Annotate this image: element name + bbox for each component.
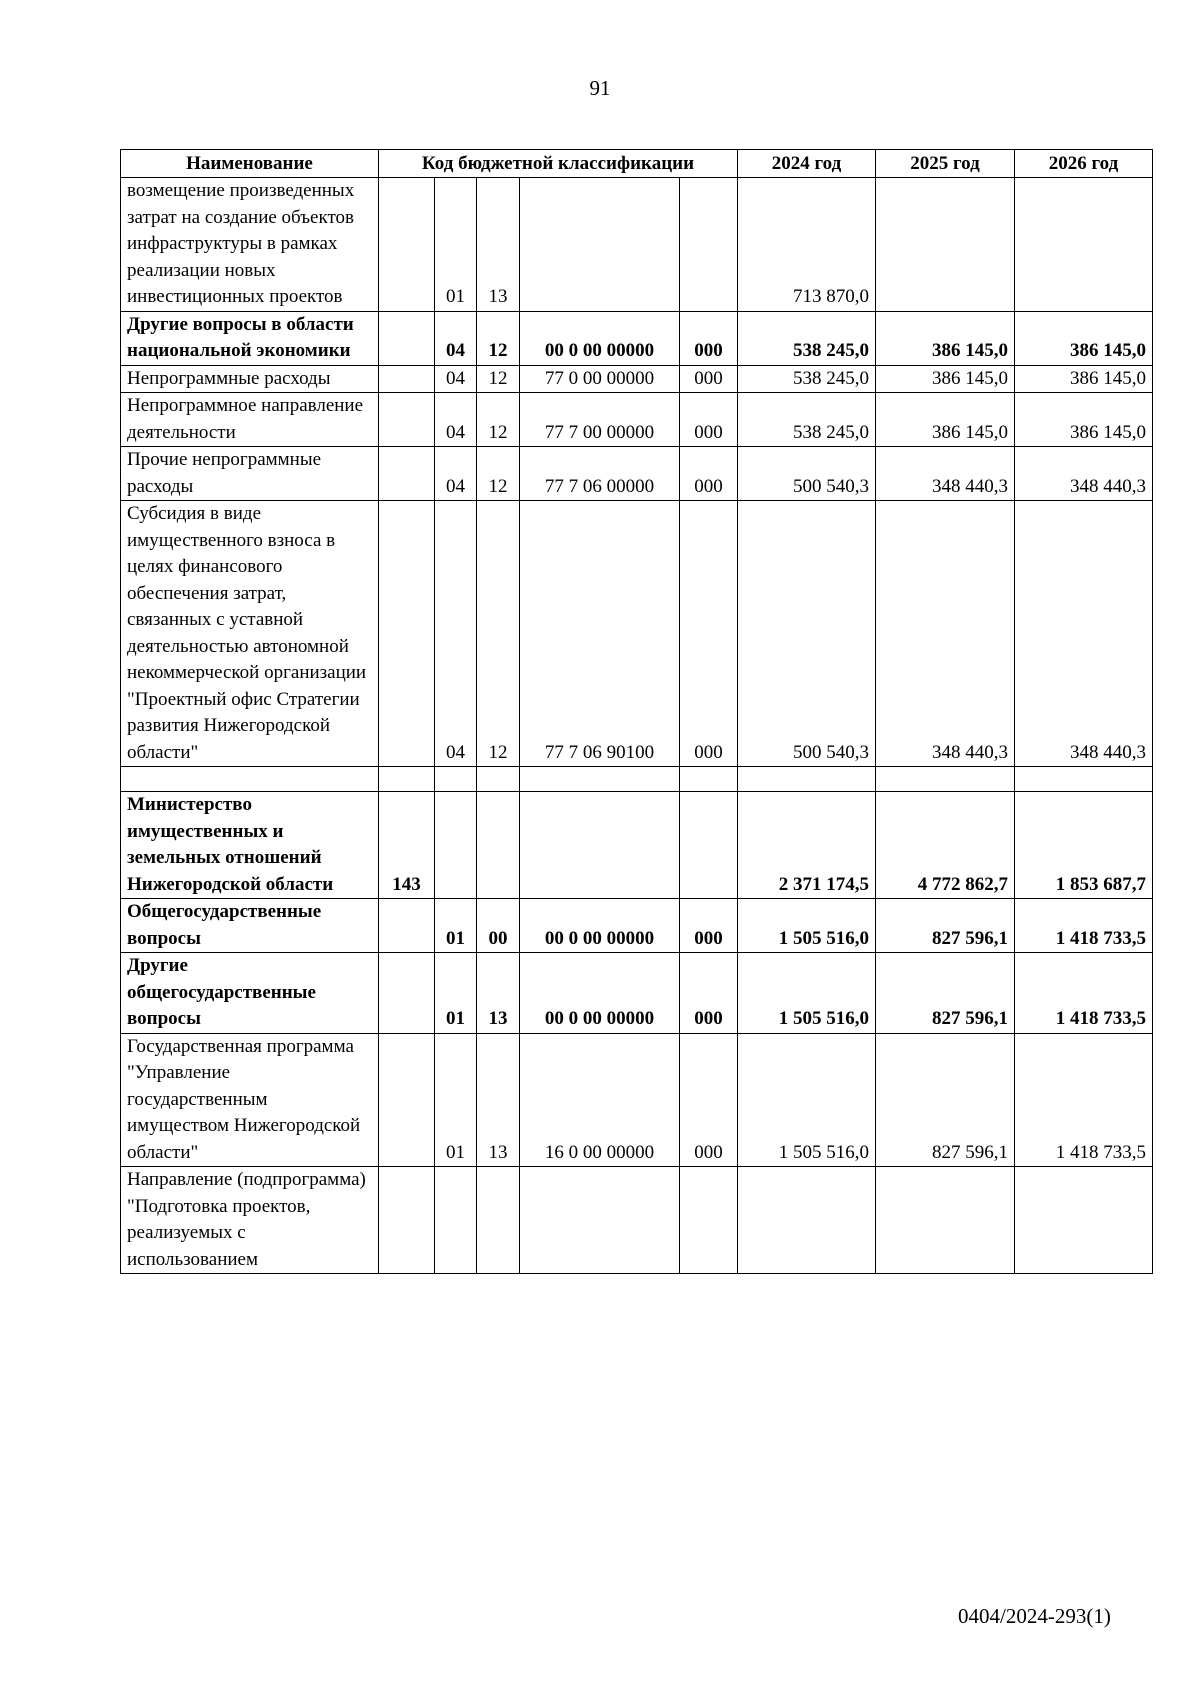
cell-name: Прочие непрограммные расходы	[121, 447, 379, 501]
cell-rz	[435, 767, 477, 792]
cell-2025: 827 596,1	[876, 899, 1015, 953]
cell-2024: 2 371 174,5	[738, 792, 876, 899]
cell-pr: 13	[477, 178, 520, 312]
cell-2026: 386 145,0	[1015, 393, 1153, 447]
cell-rz: 04	[435, 501, 477, 767]
cell-2024	[738, 1167, 876, 1274]
cell-2024: 1 505 516,0	[738, 1033, 876, 1167]
cell-pr: 13	[477, 1033, 520, 1167]
table-row	[121, 953, 1153, 1034]
cell-2025: 386 145,0	[876, 393, 1015, 447]
cell-name: Направление (подпрограмма) "Подготовка проектов, реализуемых с использованием	[121, 1167, 379, 1274]
cell-csr	[520, 1167, 680, 1274]
cell-ved	[379, 447, 435, 501]
cell-vr: 000	[680, 365, 738, 393]
cell-2025: 827 596,1	[876, 953, 1015, 1034]
cell-vr: 000	[680, 899, 738, 953]
cell-pr	[477, 1167, 520, 1274]
cell-2024: 1 505 516,0	[738, 899, 876, 953]
cell-2024: 713 870,0	[738, 178, 876, 312]
cell-name: Государственная программа "Управление государственным имуществом Нижегородской области"	[121, 1033, 379, 1167]
cell-2025: 4 772 862,7	[876, 792, 1015, 899]
header-2025: 2025 год	[876, 150, 1015, 178]
table-row	[121, 393, 1153, 447]
cell-name: Непрограммное направление деятельности	[121, 393, 379, 447]
table-row	[121, 1167, 1153, 1274]
cell-name: Министерство имущественных и земельных отношений Нижегородской области	[121, 792, 379, 899]
cell-csr: 77 7 00 00000	[520, 393, 680, 447]
cell-ved	[379, 393, 435, 447]
cell-2025	[876, 178, 1015, 312]
cell-2026	[1015, 1167, 1153, 1274]
cell-vr: 000	[680, 1033, 738, 1167]
table-row	[121, 178, 1153, 312]
cell-2026: 386 145,0	[1015, 311, 1153, 365]
cell-csr: 77 7 06 90100	[520, 501, 680, 767]
cell-pr: 12	[477, 365, 520, 393]
cell-2026	[1015, 178, 1153, 312]
cell-vr	[680, 1167, 738, 1274]
cell-csr	[520, 792, 680, 899]
cell-vr	[680, 792, 738, 899]
cell-2024: 500 540,3	[738, 501, 876, 767]
table-row	[121, 447, 1153, 501]
cell-csr: 00 0 00 00000	[520, 311, 680, 365]
cell-ved	[379, 953, 435, 1034]
cell-ved	[379, 311, 435, 365]
cell-vr: 000	[680, 393, 738, 447]
cell-2026: 348 440,3	[1015, 501, 1153, 767]
table-header-row	[121, 150, 1153, 178]
cell-rz: 01	[435, 899, 477, 953]
cell-vr: 000	[680, 953, 738, 1034]
cell-name	[121, 767, 379, 792]
cell-pr	[477, 767, 520, 792]
cell-2024: 538 245,0	[738, 311, 876, 365]
cell-rz: 04	[435, 365, 477, 393]
cell-pr: 12	[477, 311, 520, 365]
cell-2024: 1 505 516,0	[738, 953, 876, 1034]
cell-2026: 1 418 733,5	[1015, 953, 1153, 1034]
table-row	[121, 311, 1153, 365]
cell-pr: 00	[477, 899, 520, 953]
cell-2026: 386 145,0	[1015, 365, 1153, 393]
cell-name: возмещение произведенных затрат на создание объектов инфраструктуры в рамках реализации новых инвестиционных проектов	[121, 178, 379, 312]
cell-pr: 12	[477, 501, 520, 767]
cell-rz	[435, 1167, 477, 1274]
cell-rz: 04	[435, 311, 477, 365]
cell-ved	[379, 1167, 435, 1274]
cell-vr: 000	[680, 311, 738, 365]
cell-2025	[876, 767, 1015, 792]
cell-rz: 04	[435, 393, 477, 447]
cell-2025: 348 440,3	[876, 447, 1015, 501]
cell-pr: 12	[477, 447, 520, 501]
cell-csr	[520, 178, 680, 312]
cell-csr: 77 0 00 00000	[520, 365, 680, 393]
cell-2025: 348 440,3	[876, 501, 1015, 767]
cell-rz: 01	[435, 1033, 477, 1167]
cell-2026: 1 418 733,5	[1015, 1033, 1153, 1167]
header-2024: 2024 год	[738, 150, 876, 178]
cell-ved	[379, 501, 435, 767]
cell-2026: 1 418 733,5	[1015, 899, 1153, 953]
cell-pr: 12	[477, 393, 520, 447]
cell-ved	[379, 899, 435, 953]
cell-rz: 01	[435, 178, 477, 312]
cell-name: Общегосударственные вопросы	[121, 899, 379, 953]
cell-vr: 000	[680, 447, 738, 501]
table-row	[121, 501, 1153, 767]
table-row	[121, 365, 1153, 393]
table-body	[121, 178, 1153, 1274]
cell-csr: 00 0 00 00000	[520, 899, 680, 953]
cell-pr: 13	[477, 953, 520, 1034]
table-row-empty	[121, 767, 1153, 792]
cell-rz	[435, 792, 477, 899]
cell-csr: 16 0 00 00000	[520, 1033, 680, 1167]
cell-2025: 386 145,0	[876, 311, 1015, 365]
cell-2026: 1 853 687,7	[1015, 792, 1153, 899]
table-row	[121, 792, 1153, 899]
cell-2024: 500 540,3	[738, 447, 876, 501]
cell-2026: 348 440,3	[1015, 447, 1153, 501]
cell-ved: 143	[379, 792, 435, 899]
cell-name: Субсидия в виде имущественного взноса в целях финансового обеспечения затрат, связанных с уставной деятельностью автономной некоммерческой организации "Проектный офис Стратегии развития Нижегородской области"	[121, 501, 379, 767]
header-name: Наименование	[121, 150, 379, 178]
table-row	[121, 899, 1153, 953]
cell-csr: 77 7 06 00000	[520, 447, 680, 501]
cell-vr	[680, 178, 738, 312]
cell-2024	[738, 767, 876, 792]
cell-rz: 01	[435, 953, 477, 1034]
cell-rz: 04	[435, 447, 477, 501]
cell-ved	[379, 178, 435, 312]
table-row	[121, 1033, 1153, 1167]
cell-csr	[520, 767, 680, 792]
cell-csr: 00 0 00 00000	[520, 953, 680, 1034]
cell-pr	[477, 792, 520, 899]
cell-2025: 827 596,1	[876, 1033, 1015, 1167]
header-code: Код бюджетной классификации	[379, 150, 738, 178]
cell-name: Другие вопросы в области национальной экономики	[121, 311, 379, 365]
cell-2024: 538 245,0	[738, 365, 876, 393]
page-number: 91	[589, 76, 611, 100]
cell-ved	[379, 1033, 435, 1167]
cell-2024: 538 245,0	[738, 393, 876, 447]
header-2026: 2026 год	[1015, 150, 1153, 178]
cell-ved	[379, 767, 435, 792]
cell-2026	[1015, 767, 1153, 792]
cell-name: Другие общегосударственные вопросы	[121, 953, 379, 1034]
cell-vr: 000	[680, 501, 738, 767]
cell-ved	[379, 365, 435, 393]
cell-2025: 386 145,0	[876, 365, 1015, 393]
cell-vr	[680, 767, 738, 792]
document-code: 0404/2024-293(1)	[958, 1604, 1111, 1628]
cell-name: Непрограммные расходы	[121, 365, 379, 393]
cell-2025	[876, 1167, 1015, 1274]
budget-table	[120, 149, 1153, 1274]
